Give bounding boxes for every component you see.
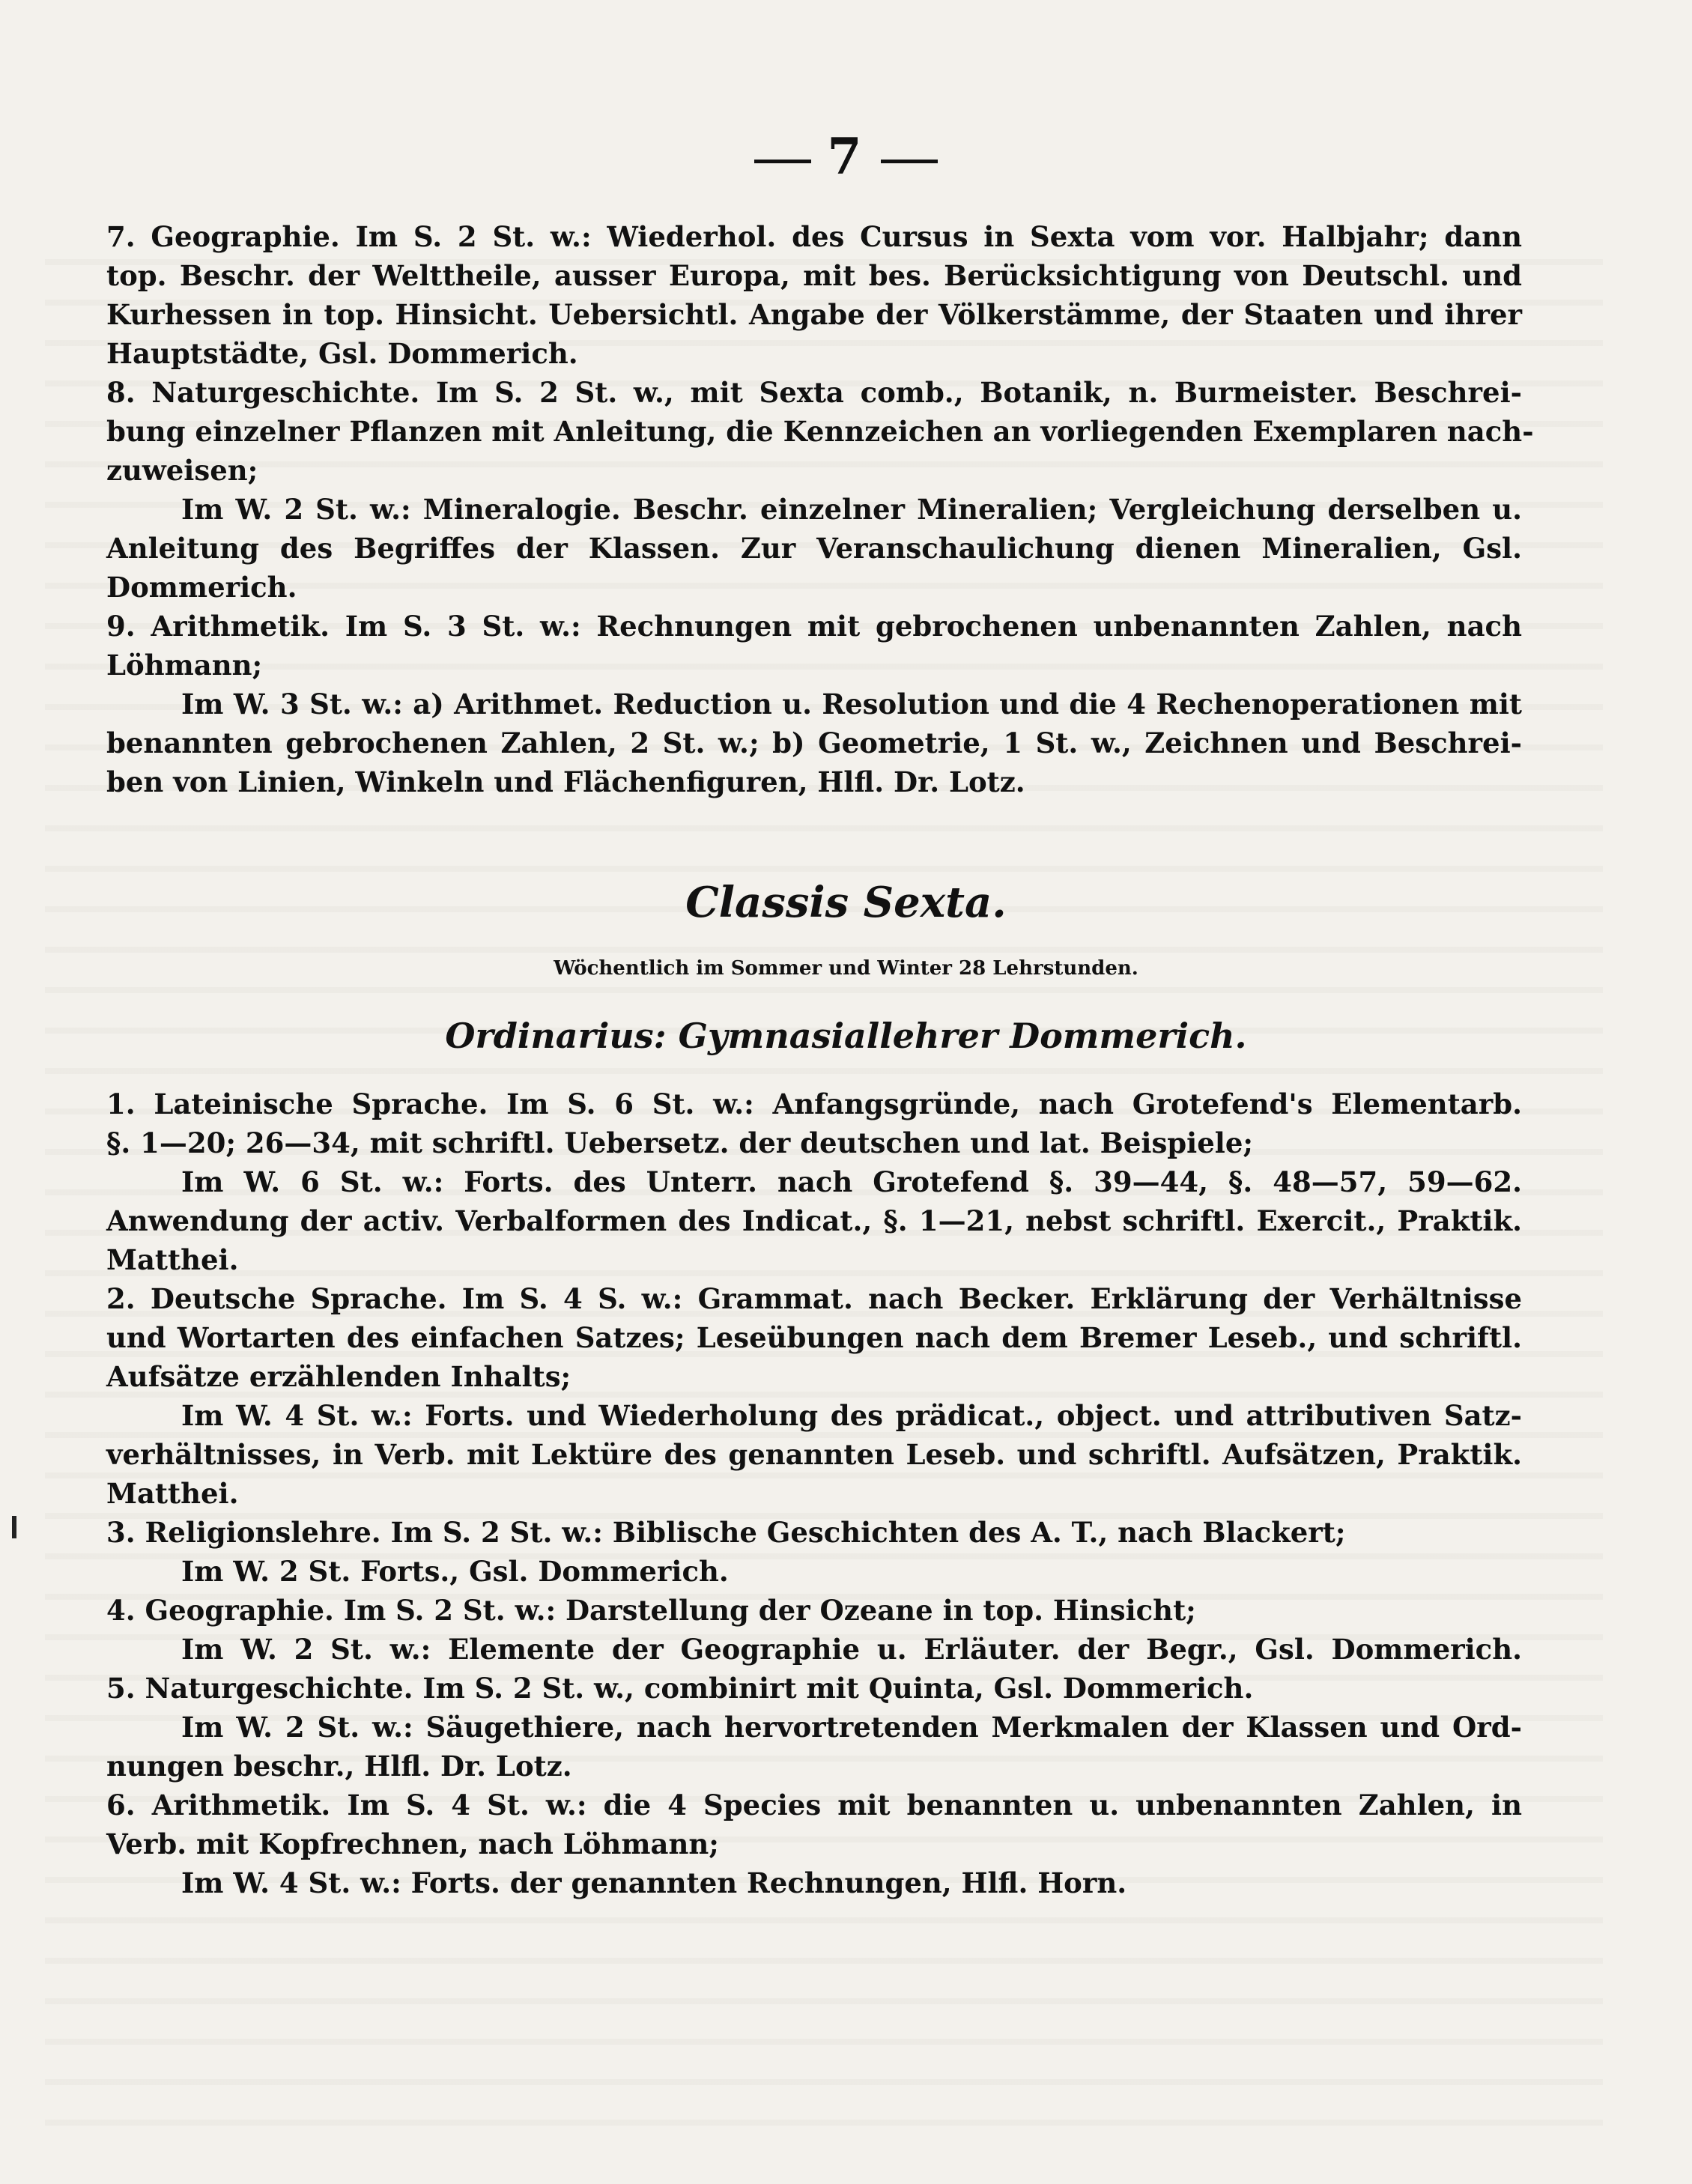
text-line: 2. Deutsche Sprache. Im S. 4 S. w.: Grammat. nach Becker. Erklärung der Verhältnisse [106, 1282, 1522, 1315]
text-line: Im W. 4 St. w.: Forts. und Wiederholung des prädicat., object. und attributiven Satz- [181, 1399, 1522, 1432]
text-line: Verb. mit Kopfrechnen, nach Löhmann; [106, 1827, 719, 1860]
text-line: und Wortarten des einfachen Satzes; Leseübungen nach dem Bremer Leseb., und schriftl. [106, 1321, 1522, 1354]
page-number-dash-right [881, 160, 938, 163]
margin-mark [12, 1516, 16, 1538]
text-line: Im W. 2 St. w.: Mineralogie. Beschr. einzelner Mineralien; Vergleichung derselben u. [181, 493, 1522, 526]
text-line: 5. Naturgeschichte. Im S. 2 St. w., combinirt mit Quinta, Gsl. Dommerich. [106, 1672, 1254, 1705]
text-line: 6. Arithmetik. Im S. 4 St. w.: die 4 Species mit benannten u. unbenannten Zahlen, in [106, 1789, 1522, 1821]
text-line: 7. Geographie. Im S. 2 St. w.: Wiederhol. des Cursus in Sexta vom vor. Halbjahr; dann [106, 220, 1522, 253]
text-line: Im W. 2 St. w.: Elemente der Geographie u. Erläuter. der Begr., Gsl. Dommerich. [181, 1633, 1522, 1666]
text-line: 1. Lateinische Sprache. Im S. 6 St. w.: Anfangsgründe, nach Grotefend's Elementarb. [106, 1088, 1522, 1120]
text-line: Kurhessen in top. Hinsicht. Uebersichtl. Angabe der Völkerstämme, der Staaten und ihrer [106, 298, 1522, 331]
page-number [0, 127, 1692, 186]
text-line: §. 1—20; 26—34, mit schriftl. Uebersetz. der deutschen und lat. Beispiele; [106, 1126, 1254, 1159]
text-line: Im W. 4 St. w.: Forts. der genannten Rechnungen, Hlfl. Horn. [181, 1866, 1127, 1899]
text-line: Matthei. [106, 1243, 239, 1276]
text-line: 8. Naturgeschichte. Im S. 2 St. w., mit Sexta comb., Botanik, n. Burmeister. Beschrei- [106, 376, 1522, 409]
text-line: Im W. 2 St. Forts., Gsl. Dommerich. [181, 1555, 729, 1588]
text-line: benannten gebrochenen Zahlen, 2 St. w.; b) Geometrie, 1 St. w., Zeichnen und Beschrei- [106, 727, 1522, 759]
text-line: Löhmann; [106, 649, 263, 682]
text-line: Im W. 2 St. w.: Säugethiere, nach hervortretenden Merkmalen der Klassen und Ord- [181, 1711, 1522, 1744]
page-number-value: 7 [827, 127, 865, 186]
text-line: zuweisen; [106, 454, 258, 487]
text-line: top. Beschr. der Welttheile, ausser Europa, mit bes. Berücksichtigung von Deutschl. und [106, 259, 1522, 292]
text-block-lower [106, 1085, 1522, 1902]
text-line: bung einzelner Pflanzen mit Anleitung, die Kennzeichen an vorliegenden Exemplaren nach- [106, 415, 1534, 448]
section-ordinarius: Ordinarius: Gymnasiallehrer Dommerich. [445, 1016, 1247, 1056]
page-number-dash-left [754, 160, 811, 163]
text-line: Matthei. [106, 1477, 239, 1510]
text-line: Im W. 6 St. w.: Forts. des Unterr. nach Grotefend §. 39—44, §. 48—57, 59—62. [181, 1165, 1522, 1198]
text-line: Hauptstädte, Gsl. Dommerich. [106, 337, 578, 370]
section-title: Classis Sexta. [685, 878, 1007, 927]
text-line: Anwendung der activ. Verbalformen des Indicat., §. 1—21, nebst schriftl. Exercit., Praktik. [106, 1204, 1522, 1237]
text-line: Dommerich. [106, 571, 297, 604]
text-line: Aufsätze erzählenden Inhalts; [106, 1360, 571, 1393]
text-line: 3. Religionslehre. Im S. 2 St. w.: Biblische Geschichten des A. T., nach Blackert; [106, 1516, 1346, 1549]
text-block-upper [106, 217, 1534, 801]
text-line: verhältnisses, in Verb. mit Lektüre des genannten Leseb. und schriftl. Aufsätzen, Praktik. [106, 1438, 1522, 1471]
text-line: Im W. 3 St. w.: a) Arithmet. Reduction u. Resolution und die 4 Rechenoperationen mit [181, 688, 1522, 721]
section-subtitle: Wöchentlich im Sommer und Winter 28 Lehrstunden. [554, 957, 1138, 980]
text-line: ben von Linien, Winkeln und Flächenfiguren, Hlfl. Dr. Lotz. [106, 765, 1025, 798]
text-line: 4. Geographie. Im S. 2 St. w.: Darstellung der Ozeane in top. Hinsicht; [106, 1594, 1196, 1627]
text-line: 9. Arithmetik. Im S. 3 St. w.: Rechnungen mit gebrochenen unbenannten Zahlen, nach [106, 610, 1522, 643]
text-line: Anleitung des Begriffes der Klassen. Zur Veranschaulichung dienen Mineralien, Gsl. [106, 532, 1522, 565]
text-line: nungen beschr., Hlfl. Dr. Lotz. [106, 1750, 572, 1783]
